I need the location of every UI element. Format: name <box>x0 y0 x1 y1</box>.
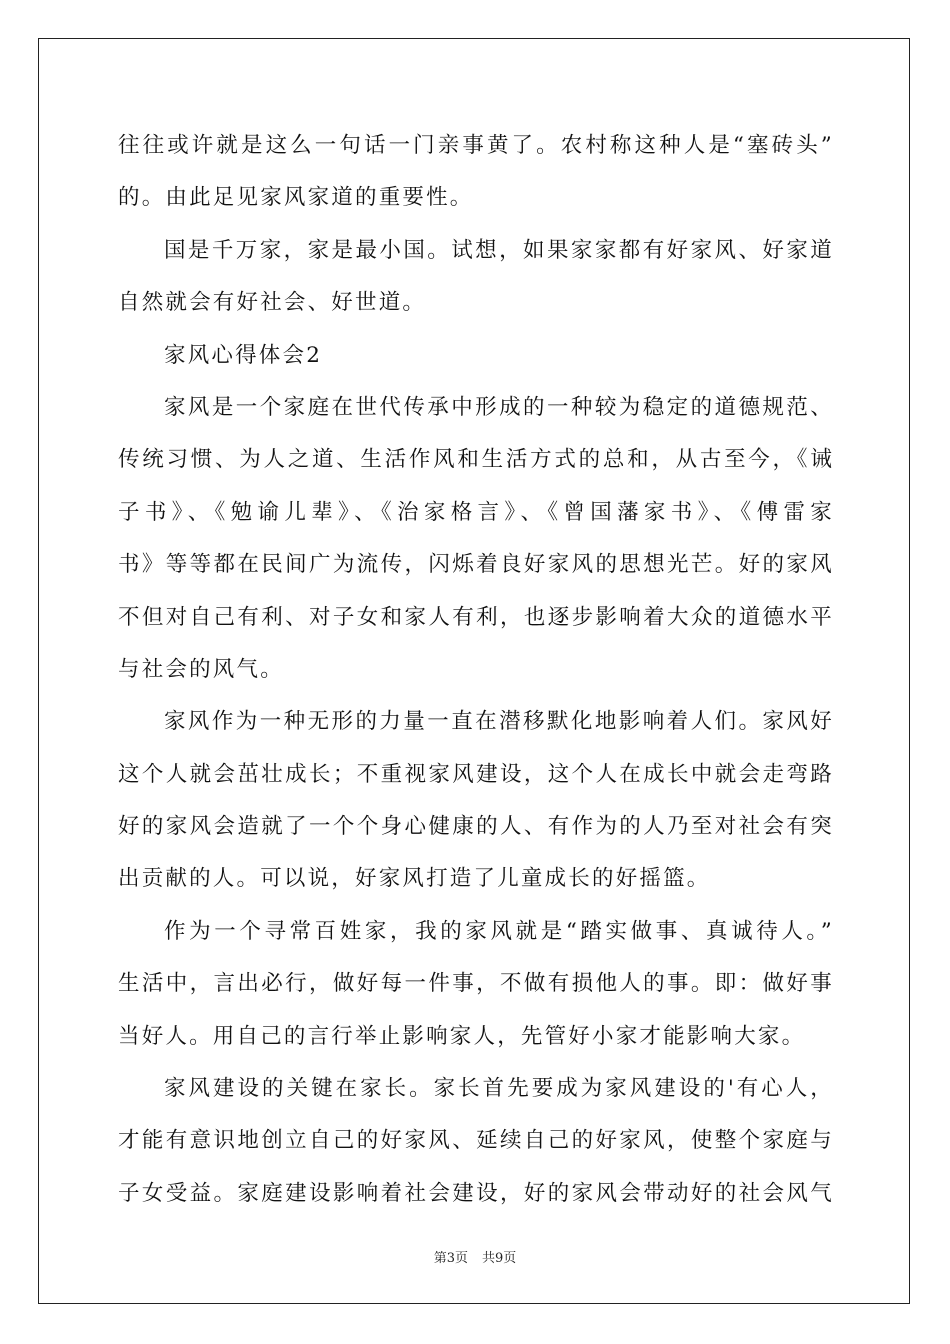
text-line: 自然就会有好社会、好世道。 <box>118 290 427 316</box>
text-line: 家风作为一种无形的力量一直在潜移默化地影响着人们。家风好 <box>164 709 834 735</box>
text-line: 家风是一个家庭在世代传承中形成的一种较为稳定的道德规范、 <box>164 394 834 420</box>
text-line: 传统习惯、为人之道、生活作风和生活方式的总和，从古至今，《诫 <box>118 447 834 473</box>
page-number: 第3页 <box>433 1251 468 1266</box>
section-heading: 家风心得体会2 <box>164 342 323 368</box>
text-line: 生活中，言出必行，做好每一件事，不做有损他人的事。即：做好事 <box>118 971 834 997</box>
text-line: 家风建设的关键在家长。家长首先要成为家风建设的'有心人， <box>164 1076 834 1102</box>
page-footer <box>0 1247 950 1266</box>
text-line: 子书》、《勉谕儿辈》、《治家格言》、《曾国藩家书》、《傅雷家 <box>118 499 834 525</box>
text-line: 好的家风会造就了一个个身心健康的人、有作为的人乃至对社会有突 <box>118 814 834 840</box>
document-body <box>118 120 834 1220</box>
text-line: 的。由此足见家风家道的重要性。 <box>118 185 474 211</box>
text-line: 当好人。用自己的言行举止影响家人，先管好小家才能影响大家。 <box>118 1023 806 1049</box>
text-line: 国是千万家，家是最小国。试想，如果家家都有好家风、好家道 <box>164 237 834 263</box>
text-line: 子女受益。家庭建设影响着社会建设，好的家风会带动好的社会风气 <box>118 1180 834 1206</box>
text-line: 不但对自己有利、对子女和家人有利，也逐步影响着大众的道德水平 <box>118 604 834 630</box>
text-line: 出贡献的人。可以说，好家风打造了儿童成长的好摇篮。 <box>118 866 711 892</box>
text-line: 往往或许就是这么一句话一门亲事黄了。农村称这种人是“塞砖头” <box>118 133 834 158</box>
text-line: 才能有意识地创立自己的好家风、延续自己的好家风，使整个家庭与 <box>118 1128 834 1154</box>
text-line: 这个人就会茁壮成长；不重视家风建设，这个人在成长中就会走弯路 <box>118 761 834 787</box>
text-line: 与社会的风气。 <box>118 656 284 682</box>
text-line: 书》等等都在民间广为流传，闪烁着良好家风的思想光芒。好的家风 <box>118 552 834 578</box>
total-pages: 共9页 <box>482 1251 517 1266</box>
text-line: 作为一个寻常百姓家，我的家风就是“踏实做事、真诚待人。” <box>164 918 834 944</box>
